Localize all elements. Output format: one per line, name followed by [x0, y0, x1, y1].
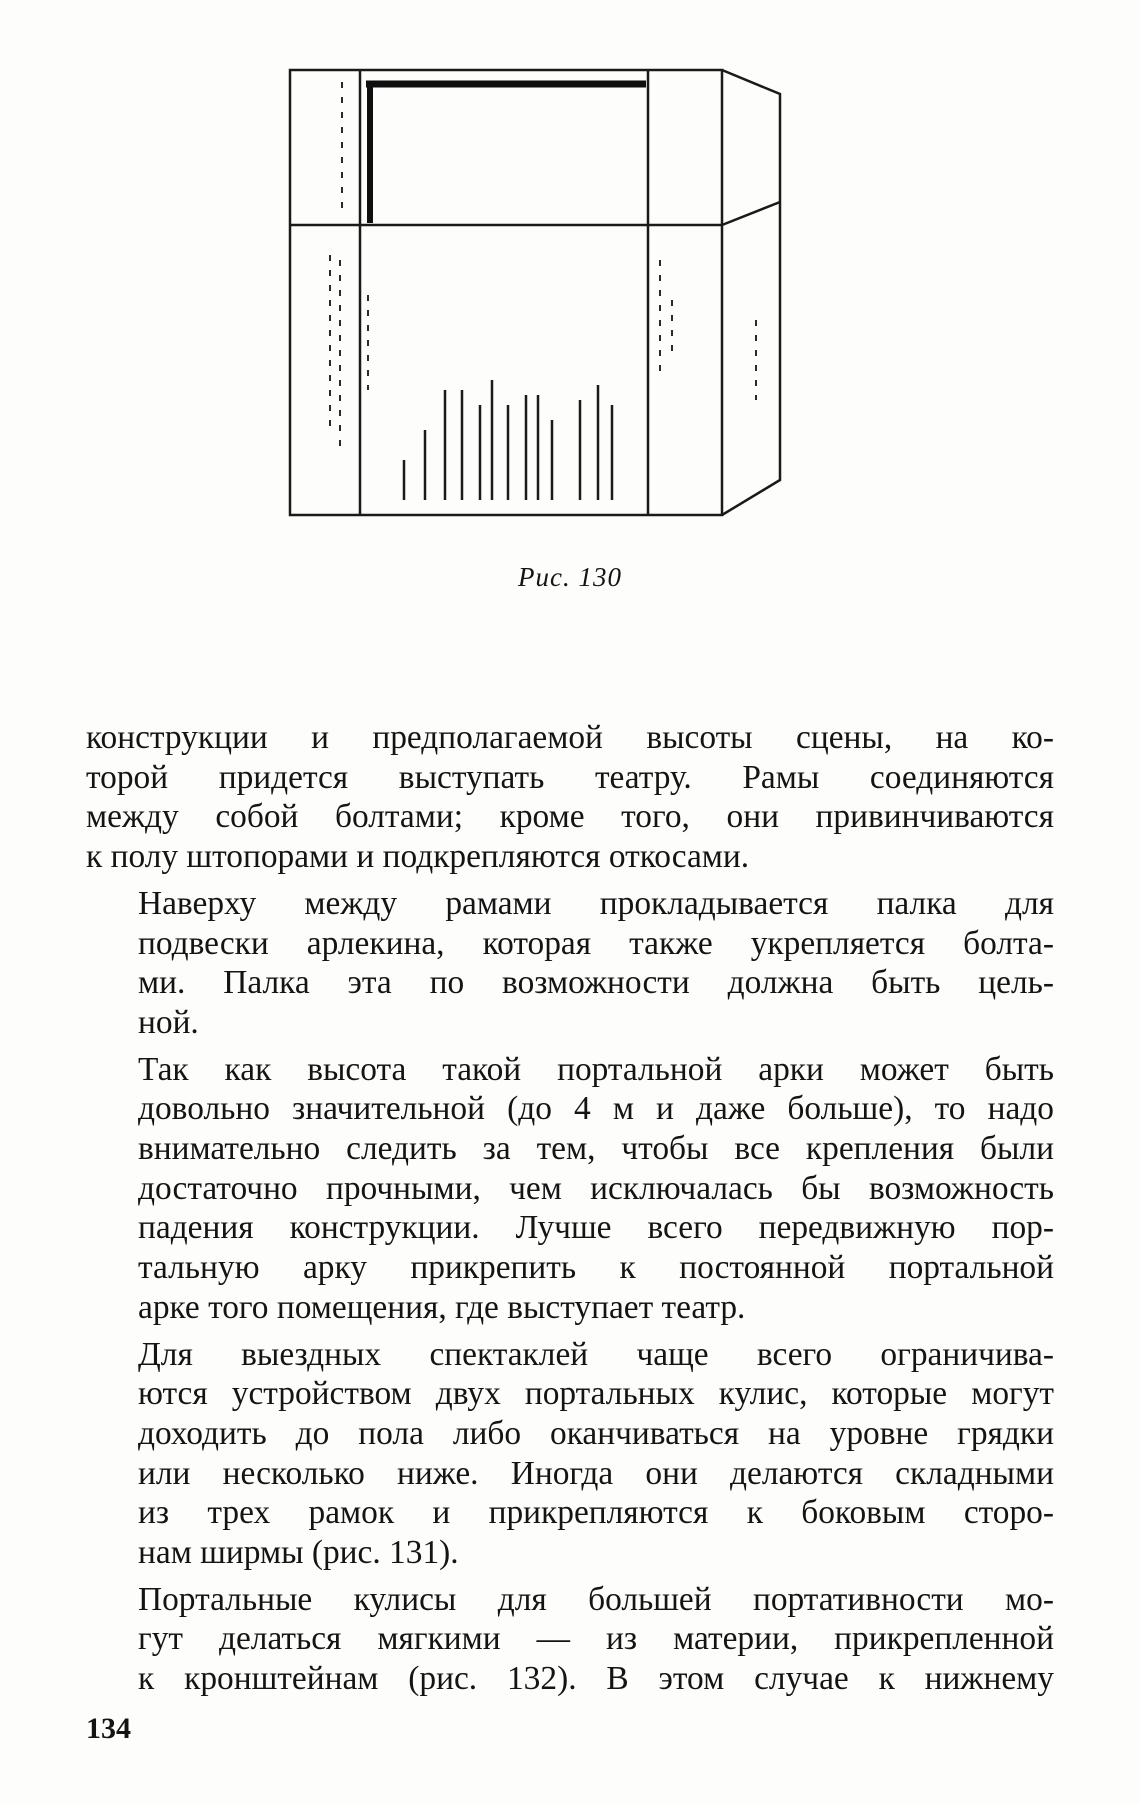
figure-caption: Рис. 130: [518, 562, 622, 592]
body-text: [86, 718, 1054, 1699]
text-line: торой придется выступать театру. Рамы соединяются: [86, 758, 1054, 796]
text-line: нам ширмы (рис. 131).: [138, 1534, 459, 1572]
text-line: к кронштейнам (рис. 132). В этом случае к нижнему: [138, 1660, 1054, 1698]
paragraph-2: [86, 884, 1054, 1043]
figure-130: [280, 60, 880, 540]
text-line: достаточно прочными, чем исключалась бы возможность: [138, 1169, 1054, 1207]
text-line: доходить до пола либо оканчиваться на уровне грядки: [138, 1414, 1054, 1452]
text-line: ются устройством двух портальных кулис, которые могут: [138, 1375, 1054, 1413]
text-line: довольно значительной (до 4 м и даже больше), то надо: [138, 1090, 1054, 1128]
text-line: внимательно следить за тем, чтобы все крепления были: [138, 1130, 1054, 1168]
text-line: из трех рамок и прикрепляются к боковым сторо-: [138, 1494, 1054, 1532]
text-line: арке того помещения, где выступает театр.: [138, 1288, 746, 1326]
paragraph-3: [86, 1050, 1054, 1328]
text-line: подвески арлекина, которая также укрепляется болта-: [138, 924, 1054, 962]
text-line: гут делаться мягкими — из материи, прикрепленной: [138, 1620, 1054, 1658]
paragraph-1: [86, 718, 1054, 877]
text-line: Наверху между рамами прокладывается палка для: [138, 884, 1054, 922]
portal-arch-drawing: [280, 60, 880, 540]
text-line: Портальные кулисы для большей портативности мо-: [138, 1580, 1054, 1618]
text-line: или несколько ниже. Иногда они делаются складными: [138, 1454, 1054, 1492]
text-line: конструкции и предполагаемой высоты сцены, на ко-: [86, 719, 1054, 756]
text-line: Для выездных спектаклей чаще всего ограничива-: [138, 1335, 1054, 1373]
paragraph-4: [86, 1335, 1054, 1573]
text-line: ми. Палка эта по возможности должна быть цель-: [138, 964, 1054, 1002]
text-line: тальную арку прикрепить к постоянной портальной: [138, 1249, 1054, 1287]
text-line: между собой болтами; кроме того, они привинчиваются: [86, 798, 1054, 836]
text-line: к полу штопорами и подкрепляются откосами.: [86, 838, 750, 876]
text-line: Так как высота такой портальной арки может быть: [138, 1050, 1054, 1088]
paragraph-5: [86, 1580, 1054, 1699]
text-line: ной.: [138, 1003, 199, 1041]
page-number: 134: [86, 1712, 131, 1745]
text-line: падения конструкции. Лучше всего передвижную пор-: [138, 1209, 1054, 1247]
